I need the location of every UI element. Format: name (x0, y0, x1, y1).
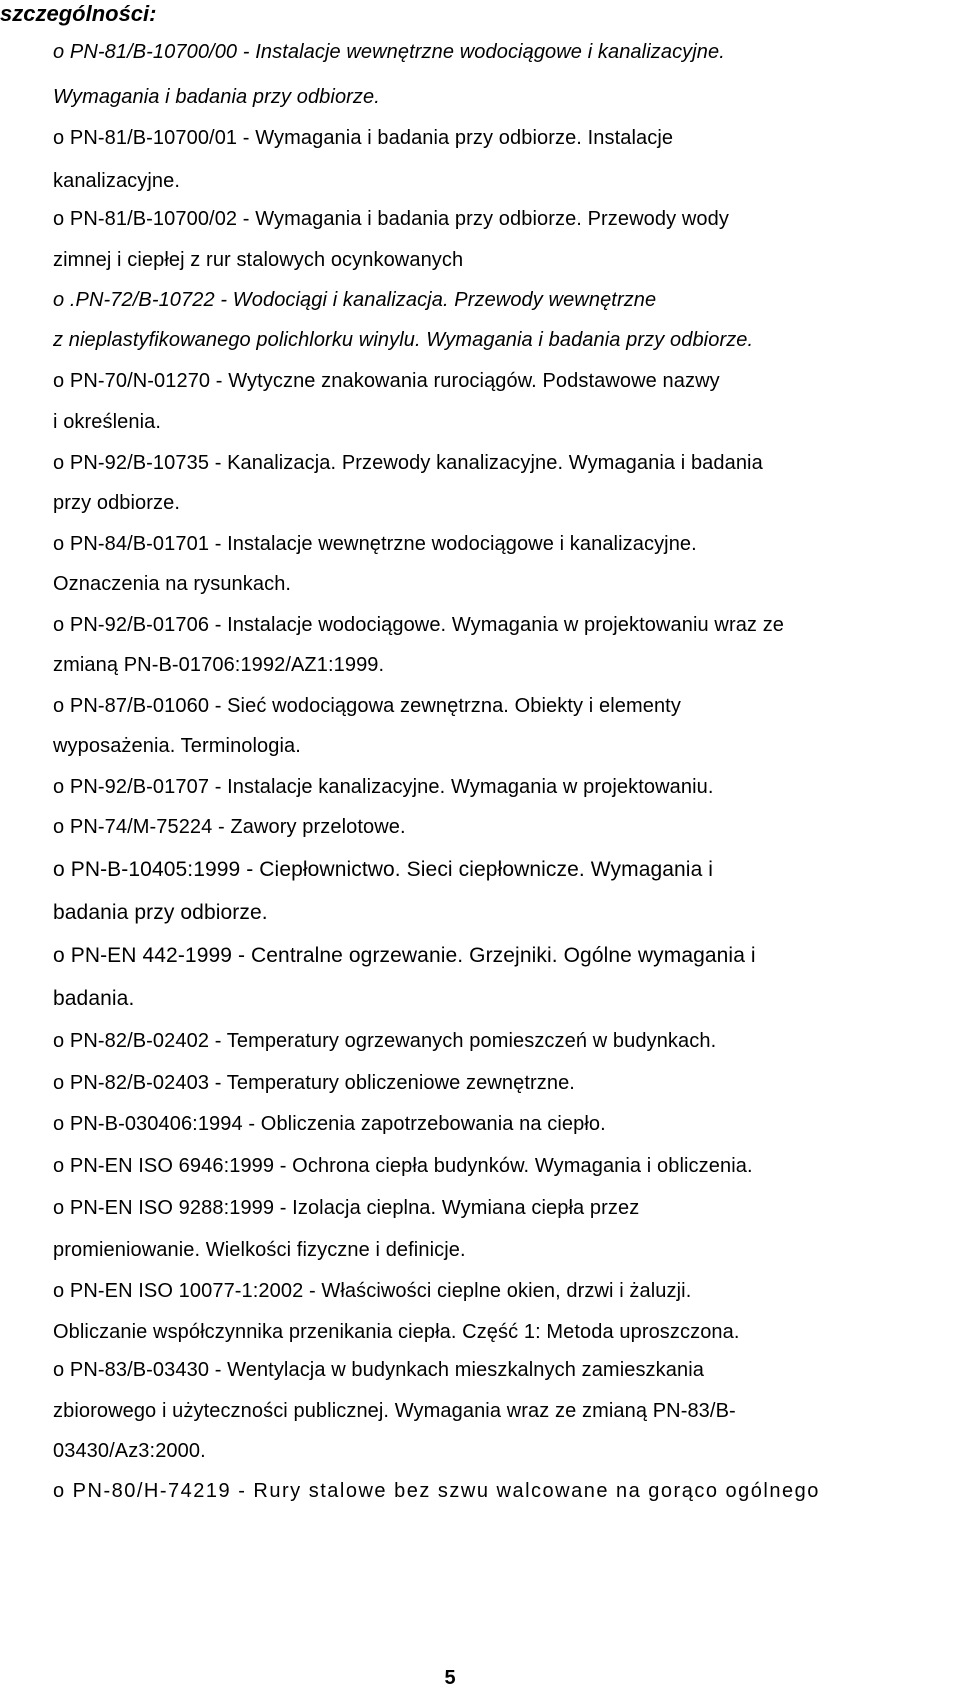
standard-line: zimnej i ciepłej z rur stalowych ocynkowanych (53, 249, 464, 271)
standard-line: Oznaczenia na rysunkach. (53, 573, 292, 595)
standard-line: o PN-B-030406:1994 - Obliczenia zapotrzebowania na ciepło. (53, 1113, 606, 1135)
standard-line: o PN-87/B-01060 - Sieć wodociągowa zewnętrzna. Obiekty i elementy (53, 695, 681, 717)
standard-line: o PN-92/B-10735 - Kanalizacja. Przewody kanalizacyjne. Wymagania i badania (53, 452, 763, 474)
standard-line: 03430/Az3:2000. (53, 1440, 206, 1462)
standard-line: o PN-81/B-10700/01 - Wymagania i badania przy odbiorze. Instalacje (53, 127, 674, 149)
standard-line: o PN-92/B-01707 - Instalacje kanalizacyjne. Wymagania w projektowaniu. (53, 776, 714, 798)
standard-line: wyposażenia. Terminologia. (53, 735, 301, 757)
standard-line: o .PN-72/B-10722 - Wodociągi i kanalizacja. Przewody wewnętrzne (53, 289, 657, 311)
standard-line: o PN-B-10405:1999 - Ciepłownictwo. Sieci ciepłownicze. Wymagania i (53, 858, 714, 881)
standard-line: o PN-83/B-03430 - Wentylacja w budynkach mieszkalnych zamieszkania (53, 1359, 704, 1381)
standard-line: o PN-EN ISO 10077-1:2002 - Właściwości cieplne okien, drzwi i żaluzji. (53, 1280, 692, 1302)
standard-line: kanalizacyjne. (53, 170, 181, 192)
standard-line: o PN-82/B-02403 - Temperatury obliczeniowe zewnętrzne. (53, 1072, 575, 1094)
standard-line: o PN-82/B-02402 - Temperatury ogrzewanych pomieszczeń w budynkach. (53, 1030, 717, 1052)
standard-line: o PN-84/B-01701 - Instalacje wewnętrzne wodociągowe i kanalizacyjne. (53, 533, 697, 555)
standard-line: o PN-81/B-10700/02 - Wymagania i badania przy odbiorze. Przewody wody (53, 208, 729, 230)
standard-line: o PN-92/B-01706 - Instalacje wodociągowe. Wymagania w projektowaniu wraz ze (53, 614, 785, 636)
section-heading: szczególności: (0, 1, 157, 26)
standard-line: o PN-74/M-75224 - Zawory przelotowe. (53, 816, 406, 838)
standard-line: o PN-EN ISO 9288:1999 - Izolacja cieplna. Wymiana ciepła przez (53, 1197, 640, 1219)
standard-line: Obliczanie współczynnika przenikania ciepła. Część 1: Metoda uproszczona. (53, 1321, 740, 1343)
standard-line: o PN-EN 442-1999 - Centralne ogrzewanie. Grzejniki. Ogólne wymagania i (53, 944, 756, 967)
standard-line: z nieplastyfikowanego polichlorku winylu. Wymagania i badania przy odbiorze. (53, 329, 754, 351)
standard-line: o PN-81/B-10700/00 - Instalacje wewnętrzne wodociągowe i kanalizacyjne. (53, 41, 725, 63)
standard-line: o PN-EN ISO 6946:1999 - Ochrona ciepła budynków. Wymagania i obliczenia. (53, 1155, 753, 1177)
standard-line: przy odbiorze. (53, 492, 181, 514)
standard-line: o PN-80/H-74219 - Rury stalowe bez szwu walcowane na gorąco ogólnego (53, 1480, 820, 1502)
standard-line: o PN-70/N-01270 - Wytyczne znakowania rurociągów. Podstawowe nazwy (53, 370, 720, 392)
standard-line: badania. (53, 987, 135, 1010)
standard-line: i określenia. (53, 411, 162, 433)
standard-line: Wymagania i badania przy odbiorze. (53, 86, 380, 108)
standard-line: zbiorowego i użyteczności publicznej. Wymagania wraz ze zmianą PN-83/B- (53, 1400, 736, 1422)
page-number: 5 (444, 1667, 456, 1689)
standard-line: badania przy odbiorze. (53, 901, 268, 924)
standard-line: zmianą PN-B-01706:1992/AZ1:1999. (53, 654, 385, 676)
standard-line: promieniowanie. Wielkości fizyczne i definicje. (53, 1239, 466, 1261)
